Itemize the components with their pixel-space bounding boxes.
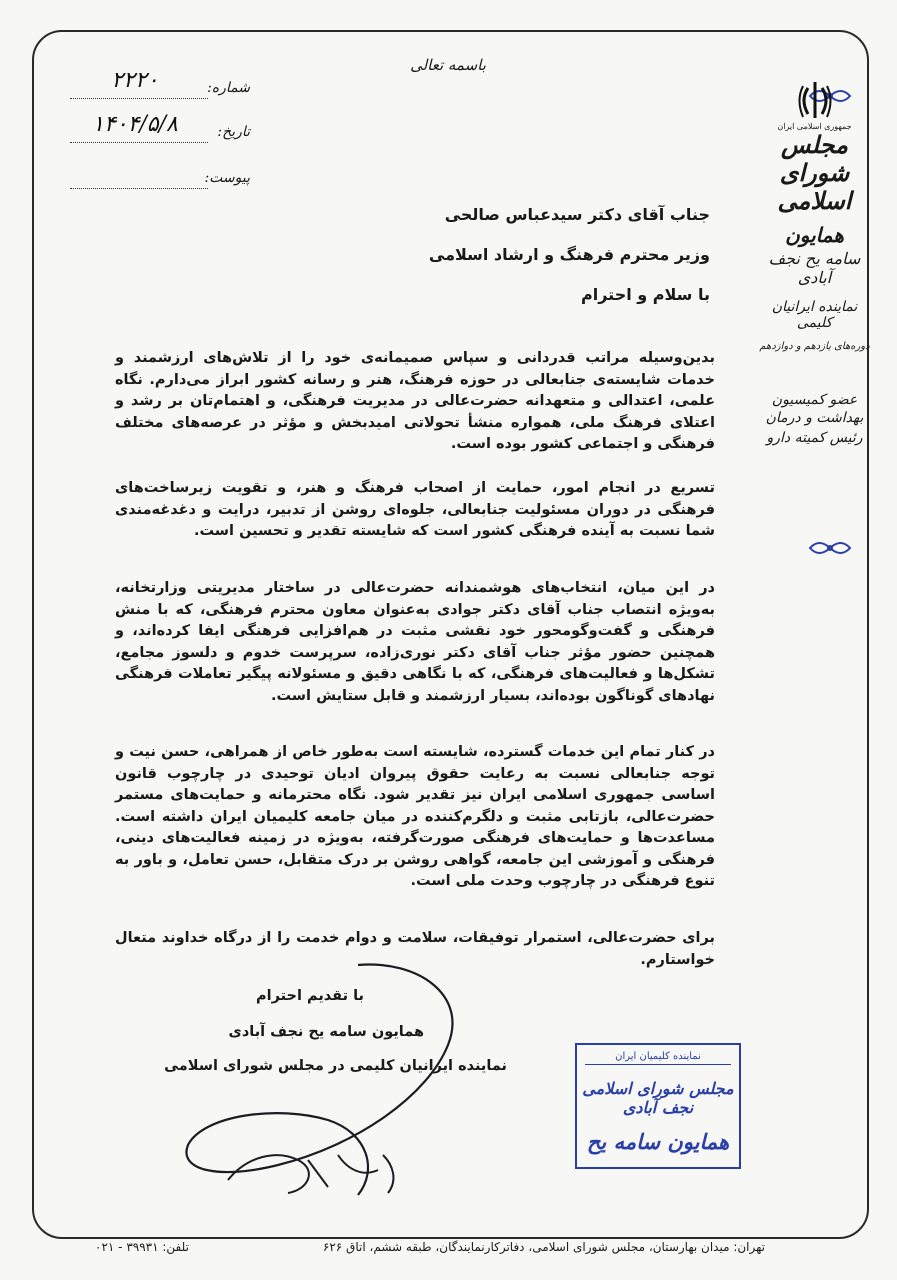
body-paragraph: تسریع در انجام امور، حمایت از اصحاب فرهنگ و هنر، و تقویت زیرساخت‌های فرهنگی در دوران مسئولیت جنابعالی، جلوه‌ای روشن از تدبیر، درایت و دغدغه‌مندی شما نسبت به آینده فرهنگی کشور است که شایسته تقدیر و تحسین است. (115, 480, 715, 539)
republic-text: جمهوری اسلامی ایران (777, 122, 852, 131)
attachment-label: پیوست: (204, 170, 250, 186)
mp-constituency: نماینده ایرانیان کلیمی (771, 299, 858, 331)
mp-full-name: سامه یح نجف آبادی (768, 249, 861, 287)
official-stamp (575, 1043, 741, 1169)
letter-number-row (60, 68, 250, 106)
mp-terms: دوره‌های یازدهم و دوازدهم (759, 341, 870, 352)
footer-phone: تلفن: ۳۹۹۳۱ - ۰۲۱ (95, 1240, 189, 1254)
signer-name: همایون سامه یح نجف آبادی (228, 1024, 424, 1040)
stamp-middle-text: مجلس شورای اسلامی نجف آبادی (582, 1079, 734, 1117)
bismillah-heading: باسمه تعالی (410, 56, 486, 74)
footer-address: تهران: میدان بهارستان، مجلس شورای اسلامی، دفاترکارنمایندگان، طبقه ششم، اتاق ۶۲۶ (322, 1240, 765, 1254)
committee-name: بهداشت و درمان (765, 410, 864, 426)
committee-member: عضو کمیسیون (771, 392, 858, 408)
addressee-name: جناب آقای دکتر سیدعباس صالحی (444, 205, 710, 224)
attachment-row (60, 166, 250, 196)
signer-title: نماینده ایرانیان کلیمی در مجلس شورای اسلامی (164, 1058, 507, 1074)
greeting: با سلام و احترام (581, 285, 710, 304)
letter-number-line (70, 98, 208, 99)
stamp-top-text: نماینده کلیمیان ایران (585, 1051, 731, 1065)
mp-first-name: همایون (785, 223, 844, 247)
letter-number-label: شماره: (207, 80, 250, 96)
majlis-title: مجلس شورای اسلامی (777, 130, 852, 215)
letter-date-label: تاریخ: (217, 124, 250, 140)
letter-date-value: ۱۴۰۴/۵/۸ (92, 112, 178, 137)
letter-date-line (70, 142, 208, 143)
ornament-icon (808, 536, 852, 560)
addressee-title: وزیر محترم فرهنگ و ارشاد اسلامی (428, 245, 710, 264)
letter-number-value: ۲۲۲۰ (111, 68, 159, 93)
closing-text: با تقدیم احترام (255, 988, 364, 1004)
handwritten-signature (158, 955, 478, 1205)
letterhead-sidebar (752, 80, 877, 446)
attachment-line (70, 188, 208, 189)
letter-date-row (60, 112, 250, 150)
stamp-bottom-text: همایون سامه یح (586, 1129, 730, 1154)
body-paragraph: بدین‌وسیله مراتب قدردانی و سپاس صمیمانه‌ی خود را از تلاش‌های ارزشمند و خدمات شایسته‌ی جنابعالی در حوزه فرهنگ، هنر و رسانه کشور ابراز می‌دارم. نگاه علمی، اعتدالی و متعهدانه حضرت‌عالی در مدیریت فرهنگی، و اهتمام‌تان بر رشد و اعتلای فرهنگ ملی، همواره منشأ تحولاتی امیدبخش و مؤثر در عرصه‌های مختلف فرهنگی و اجتماعی کشور بوده است. (115, 350, 715, 452)
committee-role: رئیس کمیته دارو (766, 430, 863, 446)
body-paragraph: در کنار تمام این خدمات گسترده، شایسته است به‌طور خاص از همراهی، حسن نیت و توجه جنابعالی نسبت به رعایت حقوق پیروان ادیان توحیدی در چارچوب قانون اساسی جمهوری اسلامی ایران نیز تقدیر شود. نگاه محترمانه و حمایت‌های مستمر حضرت‌عالی، بازتابی مثبت و دلگرم‌کننده در میان جامعه کلیمیان ایران داشته است. مساعدت‌ها و حمایت‌های فرهنگی صورت‌گرفته، به‌ویژه در زمینه فعالیت‌های دینی، فرهنگی و آموزشی این جامعه، گواهی روشن بر درک متقابل، حسن تعامل، و باور به تنوع فرهنگی در چارچوب وحدت ملی است. (115, 744, 715, 889)
body-paragraph: برای حضرت‌عالی، استمرار توفیقات، سلامت و دوام خدمت را از درگاه خداوند متعال خواستارم. (115, 930, 715, 968)
iran-emblem-icon (798, 80, 832, 120)
body-paragraph: در این میان، انتخاب‌های هوشمندانه حضرت‌عالی در ساختار مدیریتی وزارتخانه، به‌ویژه انتصاب جناب آقای دکتر جوادی به‌عنوان معاون محترم فرهنگی، که با منش فرهنگی و گفت‌وگومحور خود نقشی مثبت در هم‌افزایی فرهنگی ایفا کرده‌اند، و همچنین حضور مؤثر جناب آقای دکتر نوری‌زاده، سرپرست خدوم و دلسوز مجامع، تشکل‌ها و فعالیت‌های فرهنگی، که با نگاهی دقیق و مسئولانه پیگیر تعاملات فرهنگی نهادهای گوناگون بوده‌اند، بسیار ارزشمند و قابل ستایش است. (115, 580, 715, 704)
